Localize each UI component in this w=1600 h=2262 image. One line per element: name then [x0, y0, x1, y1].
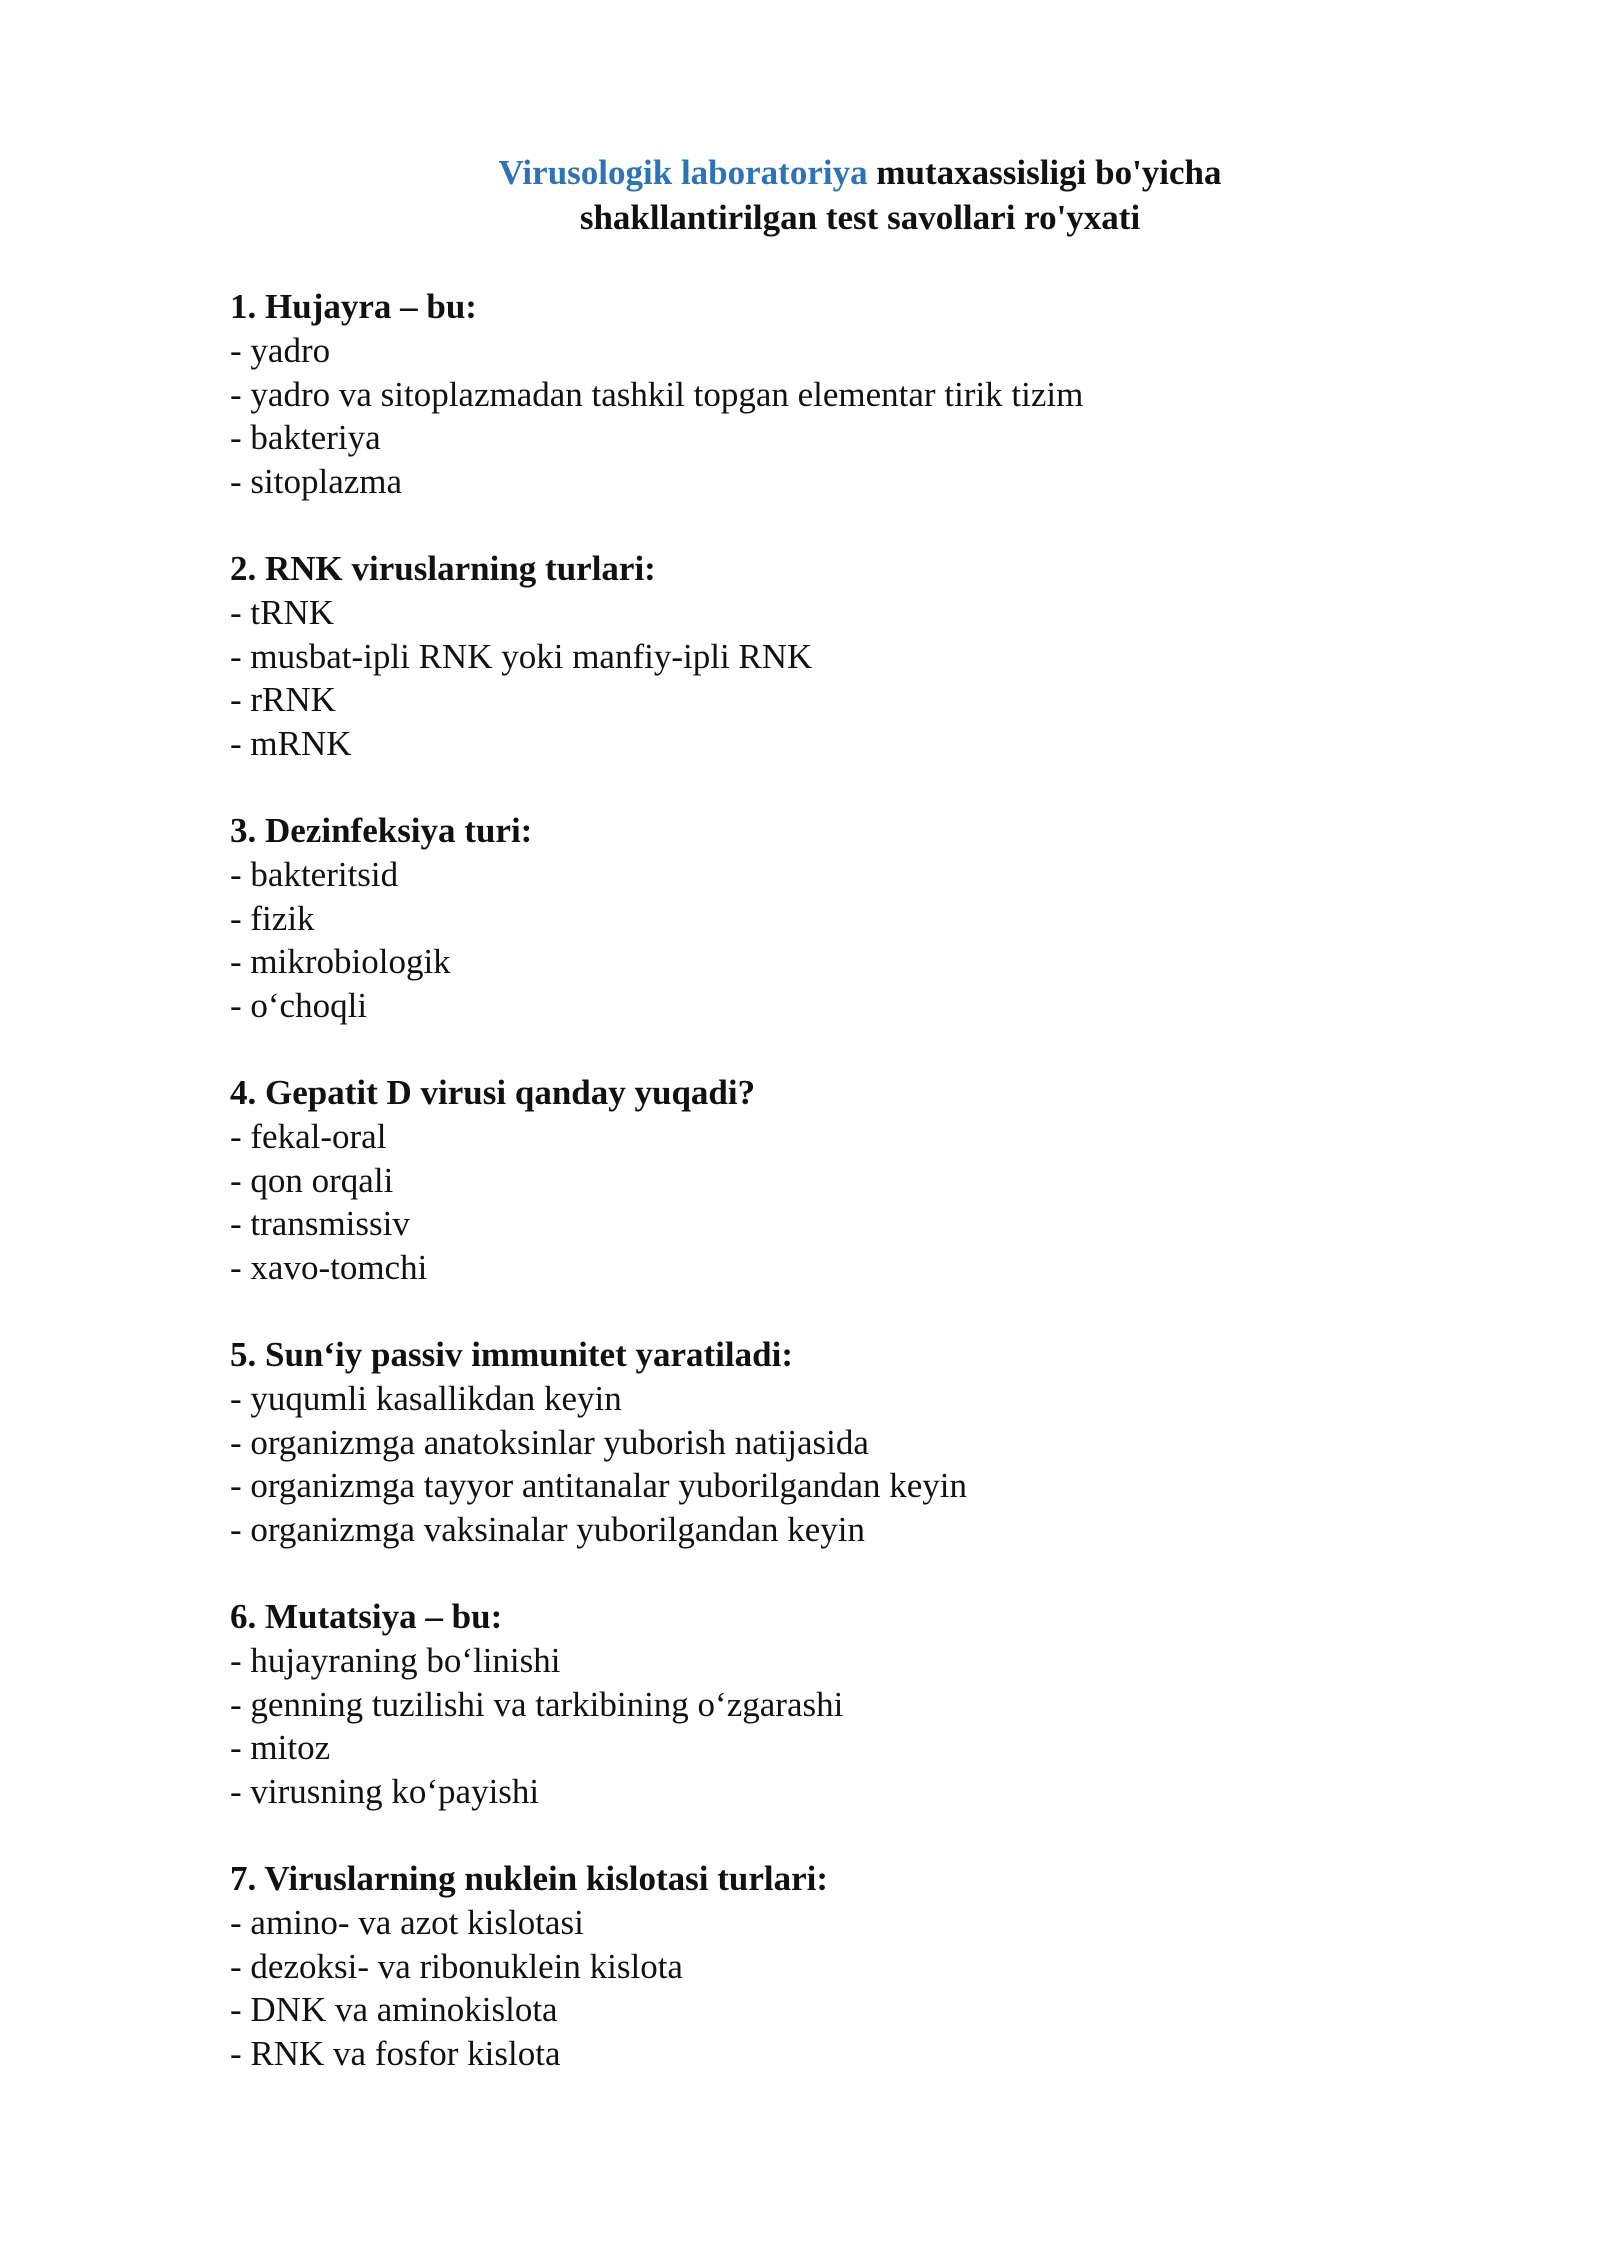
answer-option: - organizmga anatoksinlar yuborish natijasida — [230, 1422, 869, 1462]
question-block — [230, 1594, 1430, 1813]
answer-option: - fekal-oral — [230, 1117, 387, 1156]
question-block — [230, 546, 1430, 765]
question-list — [230, 284, 1430, 2118]
answer-list — [230, 853, 1430, 1027]
title-line-1 — [0, 150, 1600, 195]
answer-option: - dezoksi- va ribonuklein kislota — [230, 1946, 683, 1986]
question-title: 1. Hujayra – bu: — [230, 287, 477, 326]
question-title: 2. RNK viruslarning turlari: — [230, 549, 656, 588]
question-title: 3. Dezinfeksiya turi: — [230, 811, 533, 850]
question-title: 4. Gepatit D virusi qanday yuqadi? — [230, 1073, 756, 1112]
answer-option: - xavo-tomchi — [230, 1247, 428, 1287]
answer-option: - fizik — [230, 898, 315, 938]
answer-option: - organizmga vaksinalar yuborilgandan keyin — [230, 1509, 865, 1549]
answer-option: - amino- va azot kislotasi — [230, 1903, 584, 1942]
answer-option: - rRNK — [230, 680, 336, 719]
answer-list — [230, 591, 1430, 765]
answer-option: - qon orqali — [230, 1160, 394, 1200]
answer-option: - hujayraning bo‘linishi — [230, 1641, 561, 1680]
question-block — [230, 808, 1430, 1027]
answer-option: - organizmga tayyor antitanalar yuborilgandan keyin — [230, 1466, 968, 1505]
answer-option: - o‘choqli — [230, 985, 368, 1025]
question-block — [230, 1856, 1430, 2075]
answer-list — [230, 1639, 1430, 1813]
answer-option: - yuqumli kasallikdan keyin — [230, 1379, 622, 1418]
answer-list — [230, 329, 1430, 503]
answer-option: - RNK va fosfor kislota — [230, 2033, 561, 2073]
answer-option: - tRNK — [230, 593, 335, 632]
answer-option: - mikrobiologik — [230, 942, 451, 981]
answer-list — [230, 1377, 1430, 1551]
answer-option: - virusning ko‘payishi — [230, 1771, 540, 1811]
question-title: 6. Mutatsiya – bu: — [230, 1597, 503, 1636]
answer-option: - yadro va sitoplazmadan tashkil topgan elementar tirik tizim — [230, 374, 1084, 414]
answer-list — [230, 1901, 1430, 2075]
answer-option: - bakteriya — [230, 418, 381, 457]
title-accent: Virusologik laboratoriya — [498, 153, 868, 192]
answer-option: - yadro — [230, 331, 331, 370]
title-line-2: shakllantirilgan test savollari ro'yxati — [579, 198, 1141, 237]
answer-option: - musbat-ipli RNK yoki manfiy-ipli RNK — [230, 636, 813, 676]
answer-list — [230, 1115, 1430, 1289]
question-title: 7. Viruslarning nuklein kislotasi turlari: — [230, 1859, 829, 1898]
answer-option: - transmissiv — [230, 1204, 410, 1243]
question-title: 5. Sun‘iy passiv immunitet yaratiladi: — [230, 1335, 793, 1374]
answer-option: - genning tuzilishi va tarkibining o‘zgarashi — [230, 1684, 844, 1724]
answer-option: - bakteritsid — [230, 855, 399, 894]
answer-option: - mRNK — [230, 723, 352, 763]
answer-option: - DNK va aminokislota — [230, 1990, 558, 2029]
question-block — [230, 1070, 1430, 1289]
answer-option: - mitoz — [230, 1728, 331, 1767]
question-block — [230, 284, 1430, 503]
question-block — [230, 1332, 1430, 1551]
title-line-1-rest: mutaxassisligi bo'yicha — [867, 153, 1222, 192]
answer-option: - sitoplazma — [230, 461, 403, 501]
document-title — [0, 150, 1600, 240]
